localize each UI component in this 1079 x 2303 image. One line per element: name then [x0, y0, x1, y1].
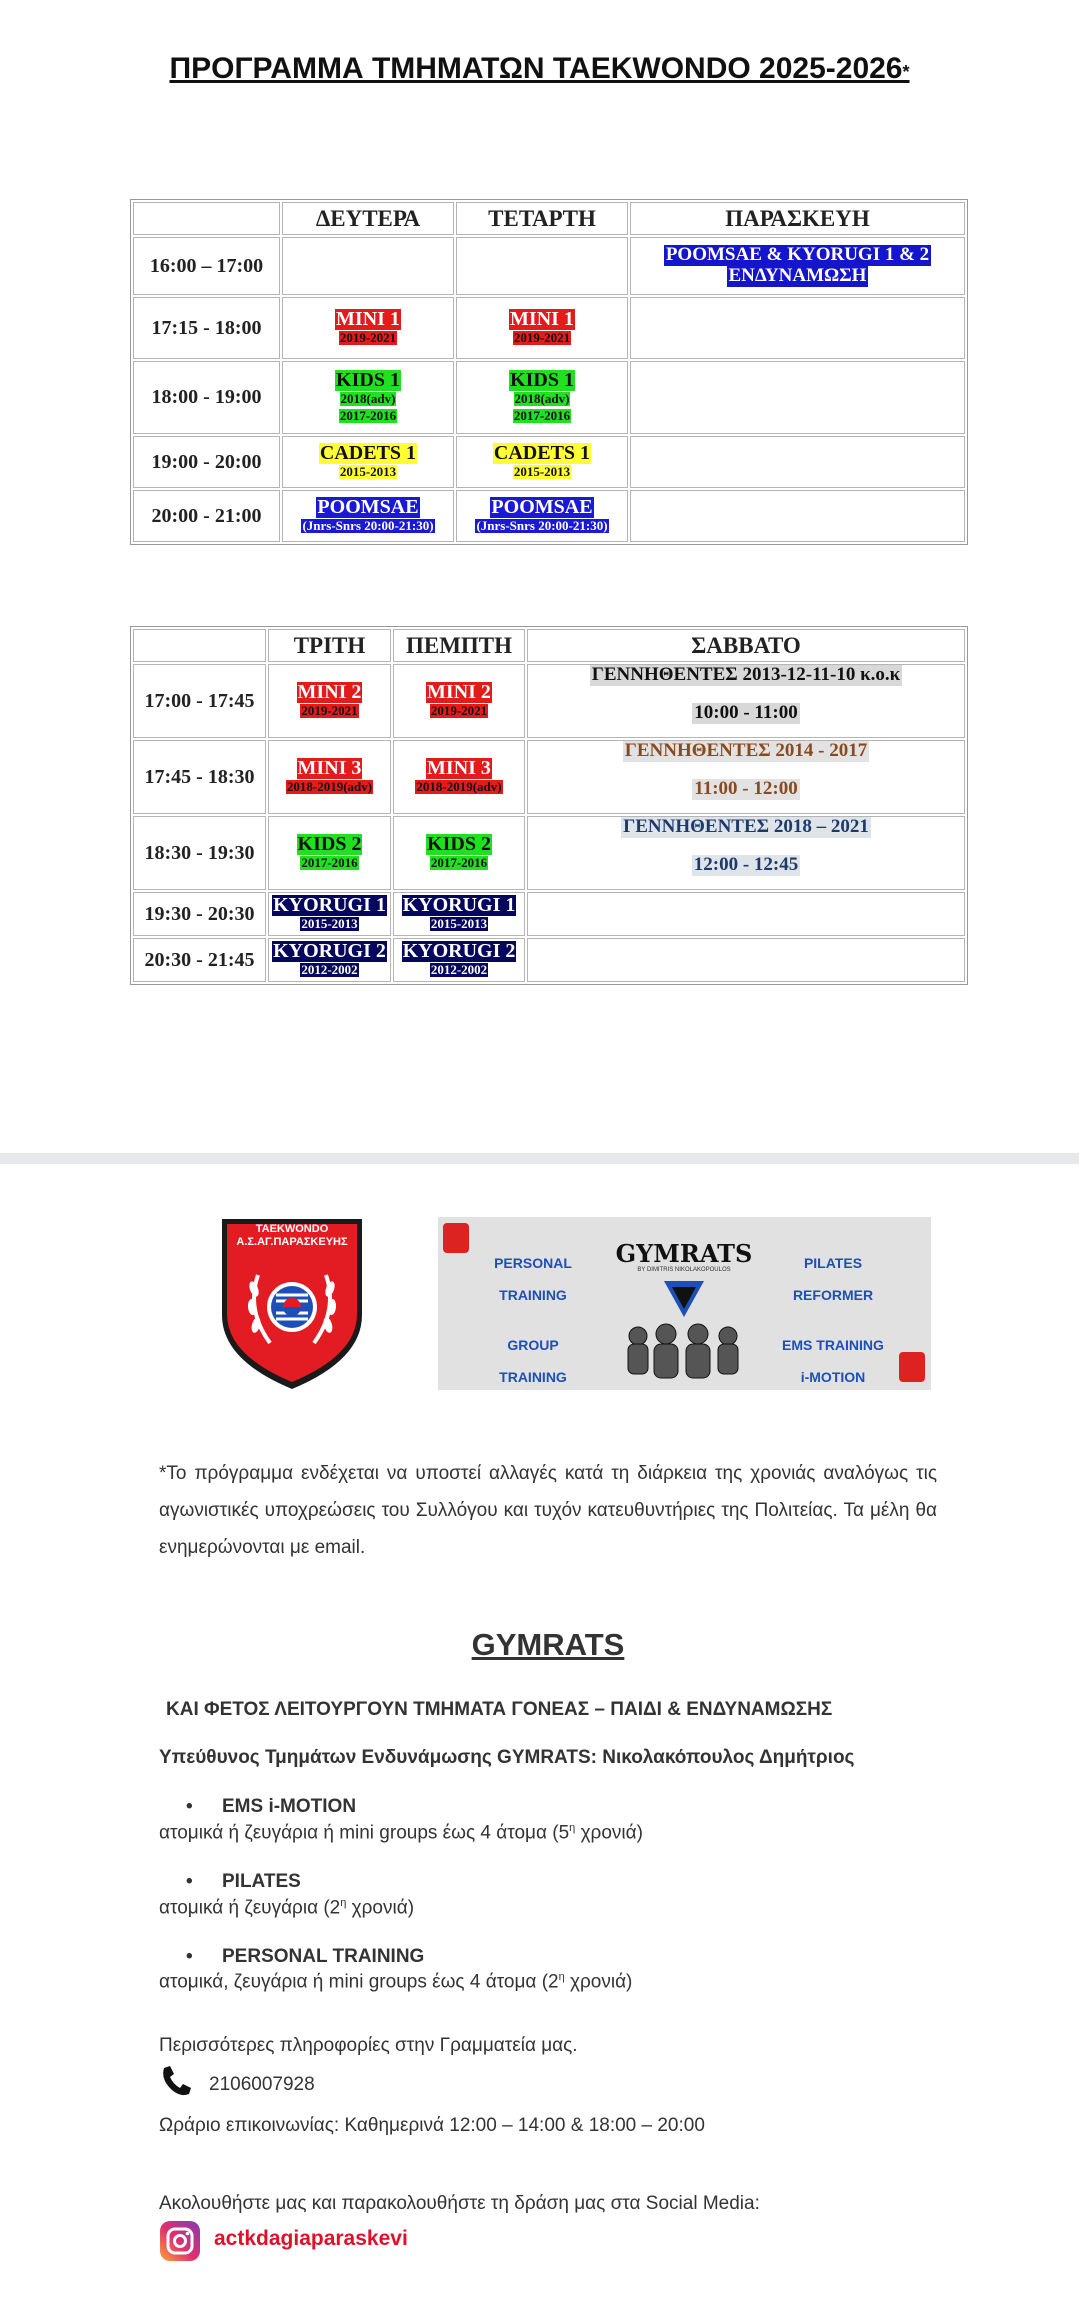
header-empty [133, 629, 266, 662]
time-slot: 17:45 - 18:30 [133, 740, 266, 814]
empty-cell [282, 237, 454, 295]
class-years: 2019-2021 [301, 703, 358, 718]
class-cell [456, 297, 628, 359]
header-friday: ΠΑΡΑΣΚΕΥΗ [630, 202, 965, 235]
class-years: 2012-2002 [430, 962, 488, 977]
class-years: 2015-2013 [513, 464, 571, 479]
service-name: PERSONAL TRAINING [222, 1946, 425, 1967]
class-years: 2018(adv) [514, 391, 570, 407]
saturday-cell [527, 664, 965, 738]
logo-line2: Α.Σ.ΑΓ.ΠΑΡΑΣΚΕΥΗΣ [236, 1236, 348, 1248]
info-text: Περισσότερες πληροφορίες στην Γραμματεία μας. [159, 2035, 578, 2056]
time-slot: 19:30 - 20:30 [133, 892, 266, 936]
class-label: MINI 2 [297, 681, 362, 703]
header-empty [133, 202, 280, 235]
class-label: POOMSAE & KYORUGI 1 & 2 [665, 244, 930, 266]
class-label: CADETS 1 [493, 442, 591, 464]
service-name: EMS i-MOTION [222, 1796, 357, 1817]
list-item [190, 1946, 424, 1968]
class-cell [268, 664, 391, 738]
schedule-table-tue-thu-sat [130, 626, 968, 985]
badge-icon [443, 1223, 469, 1253]
header-thursday: ΠΕΜΠΤΗ [393, 629, 525, 662]
class-years: 2015-2013 [301, 916, 358, 931]
logo-line1: TAEKWONDO [255, 1223, 329, 1235]
class-cell [282, 436, 454, 488]
service-desc: ατομικά, ζευγάρια ή mini groups έως 4 άτομα ($2^\eta$ χρονιά) [159, 1971, 633, 1993]
empty-cell [630, 490, 965, 542]
class-cell [393, 664, 525, 738]
time-slot: 20:30 - 21:45 [133, 938, 266, 982]
saturday-time: 12:00 - 12:45 [693, 854, 799, 876]
saturday-time: 10:00 - 11:00 [694, 702, 798, 724]
empty-cell [630, 361, 965, 434]
class-cell [393, 740, 525, 814]
service-desc: ατομικά ή ζευγάρια ή mini groups έως 4 άτομα ($5^\eta$ χρονιά) [159, 1822, 643, 1844]
gym-rats-mascots-icon [620, 1322, 750, 1386]
class-years: 2015-2013 [430, 916, 488, 931]
class-cell [393, 816, 525, 890]
gym-responsible: Υπεύθυνος Τμημάτων Ενδυνάμωσης GYMRATS: Νικολακόπουλος Δημήτριος [159, 1747, 855, 1768]
gymrats-title: GYMRATS [471, 1627, 625, 1662]
list-item [190, 1871, 301, 1893]
banner-text: PILATES [803, 1255, 863, 1271]
saturday-cell [527, 816, 965, 890]
badge-icon [899, 1352, 925, 1382]
banner-text: TRAINING [499, 1369, 567, 1385]
class-label: MINI 1 [336, 308, 400, 330]
club-logo [218, 1215, 366, 1391]
empty-cell [527, 938, 965, 982]
class-label: KIDS 2 [297, 833, 362, 855]
class-label: ΕΝΔΥΝΑΜΩΣΗ [728, 265, 867, 286]
class-years: 2019-2021 [339, 330, 397, 345]
service-desc: ατομικά ή ζευγάρια ($2^\eta$ χρονιά) [159, 1897, 415, 1919]
saturday-group: ΓΕΝΝΗΘΕΝΤΕΣ 2018 – 2021 [623, 816, 869, 837]
class-label: CADETS 1 [319, 442, 417, 464]
class-years: 2019-2021 [513, 330, 571, 345]
class-years: 2017-2016 [339, 407, 397, 423]
phone-number[interactable]: 2106007928 [209, 2074, 315, 2095]
empty-cell [527, 892, 965, 936]
class-label: KYORUGI 1 [402, 894, 516, 916]
banner-text: REFORMER [792, 1287, 874, 1303]
class-years: 2012-2002 [301, 962, 358, 977]
class-label: KIDS 1 [336, 369, 400, 392]
class-label: KYORUGI 2 [273, 940, 386, 962]
class-years: 2017-2016 [513, 407, 571, 423]
banner-text: GROUP [507, 1337, 559, 1353]
class-cell [393, 892, 525, 936]
header-tuesday: ΤΡΙΤΗ [268, 629, 391, 662]
class-cell [456, 436, 628, 488]
class-cell [282, 361, 454, 434]
class-years: 2017-2016 [301, 855, 358, 870]
time-slot: 16:00 – 17:00 [133, 237, 280, 295]
class-years: 2019-2021 [430, 703, 488, 718]
time-slot: 18:30 - 19:30 [133, 816, 266, 890]
gymrats-emblem-icon [662, 1279, 706, 1319]
class-label: MINI 1 [510, 308, 574, 330]
class-cell [268, 892, 391, 936]
class-label: MINI 3 [297, 757, 362, 779]
class-label: KIDS 2 [427, 833, 491, 855]
service-name: PILATES [222, 1871, 301, 1892]
page-title: ΠΡΟΓΡΑΜΜΑ ΤΜΗΜΑΤΩΝ TAEKWONDO 2025-2026* [169, 52, 910, 85]
class-cell [282, 297, 454, 359]
saturday-time: 11:00 - 12:00 [694, 778, 798, 800]
schedule-note: *Το πρόγραμμα ενδέχεται να υποστεί αλλαγές κατά τη διάρκεια της χρονιάς αναλόγως τις αγωνιστικές υποχρεώσεις του Συλλόγου και τυχόν κατευθυντήριες της Πολιτείας. Τα μέλη θα ενημερώνονται με email. [159, 1463, 937, 1558]
banner-text: TRAINING [499, 1287, 567, 1303]
empty-cell [456, 237, 628, 295]
header-monday: ΔΕΥΤΕΡΑ [282, 202, 454, 235]
header-wednesday: ΤΕΤΑΡΤΗ [456, 202, 628, 235]
class-years: 2017-2016 [430, 855, 488, 870]
phone-icon [159, 2065, 193, 2097]
list-item [190, 1796, 356, 1818]
class-years: 2018-2019(adv) [416, 779, 502, 794]
class-label: KYORUGI 1 [273, 894, 386, 916]
class-years: 2015-2013 [339, 464, 397, 479]
class-label: POOMSAE [491, 496, 593, 518]
gymrats-logo-sub: BY DIMITRIS NIKOLAKOPOULOS [637, 1267, 731, 1273]
empty-cell [630, 297, 965, 359]
class-label: MINI 2 [427, 681, 491, 703]
class-cell [630, 237, 965, 295]
class-cell [393, 938, 525, 982]
class-years: (Jnrs-Snrs 20:00-21:30) [302, 518, 434, 533]
class-cell [456, 361, 628, 434]
instagram-icon[interactable] [159, 2220, 201, 2262]
header-saturday: ΣΑΒΒΑΤΟ [527, 629, 965, 662]
gymrats-logo-text: GYMRATS [615, 1239, 753, 1268]
time-slot: 17:00 - 17:45 [133, 664, 266, 738]
gym-subtitle: ΚΑΙ ΦΕΤΟΣ ΛΕΙΤΟΥΡΓΟΥΝ ΤΜΗΜΑΤΑ ΓΟΝΕΑΣ – ΠΑΙΔΙ & ΕΝΔΥΝΑΜΩΣΗΣ [166, 1699, 833, 1720]
saturday-group: ΓΕΝΝΗΘΕΝΤΕΣ 2014 - 2017 [624, 740, 868, 761]
class-years: 2018(adv) [340, 391, 396, 407]
class-years: (Jnrs-Snrs 20:00-21:30) [476, 518, 608, 533]
contact-hours: Ωράριο επικοινωνίας: Καθημερινά 12:00 – 14:00 & 18:00 – 20:00 [159, 2115, 705, 2136]
time-slot: 20:00 - 21:00 [133, 490, 280, 542]
saturday-cell [527, 740, 965, 814]
empty-cell [630, 436, 965, 488]
class-label: KIDS 1 [510, 369, 574, 392]
banner-text: PERSONAL [494, 1255, 572, 1271]
banner-text: i-MOTION [800, 1369, 866, 1385]
banner-text: EMS TRAINING [782, 1337, 884, 1353]
class-cell [268, 740, 391, 814]
class-cell [456, 490, 628, 542]
class-label: POOMSAE [317, 496, 419, 518]
class-cell [268, 938, 391, 982]
time-slot: 18:00 - 19:00 [133, 361, 280, 434]
class-label: MINI 3 [427, 757, 491, 779]
schedule-table-mon-wed-fri [130, 199, 968, 545]
section-divider [0, 1153, 1079, 1164]
gymrats-banner [438, 1217, 931, 1390]
class-cell [268, 816, 391, 890]
social-text: Ακολουθήστε μας και παρακολουθήστε τη δράση μας στα Social Media: [159, 2193, 760, 2214]
time-slot: 17:15 - 18:00 [133, 297, 280, 359]
instagram-handle[interactable]: actkdagiaparaskevi [214, 2227, 408, 2250]
class-label: KYORUGI 2 [402, 940, 516, 962]
saturday-group: ΓΕΝΝΗΘΕΝΤΕΣ 2013-12-11-10 κ.ο.κ [591, 664, 901, 685]
class-cell [282, 490, 454, 542]
time-slot: 19:00 - 20:00 [133, 436, 280, 488]
class-years: 2018-2019(adv) [286, 779, 373, 794]
